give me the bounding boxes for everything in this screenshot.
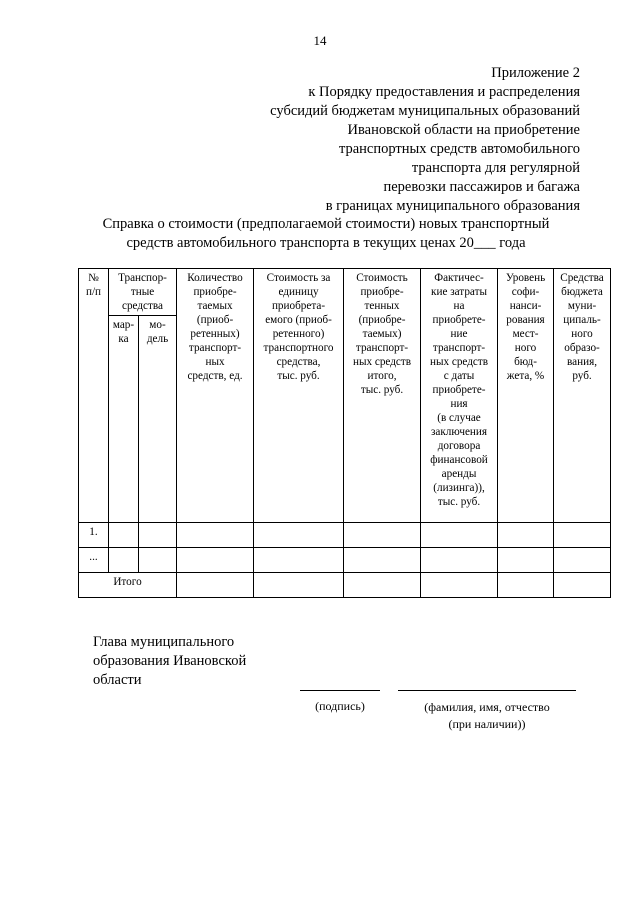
cost-table [78,268,611,598]
table-cell [177,523,254,548]
total-label: Итого [79,573,177,598]
header-quantity: Количество приобре- таемых (приоб- ретенных) транспорт- ных средств, ед. [177,269,254,523]
row-number: 1. [79,523,109,548]
table-row [79,523,611,548]
header-total-cost: Стоимость приобре- тенных (приобре- таемых) транспорт- ных средств итого, тыс. руб. [344,269,421,523]
appendix-line: субсидий бюджетам муниципальных образований [270,103,580,119]
page-number: 14 [313,33,327,48]
table-cell [139,523,177,548]
name-line [398,690,576,691]
header-unit-cost: Стоимость за единицу приобрета- емого (приоб- ретенного) транспортного средства, тыс. руб. [254,269,344,523]
table-cell [421,573,498,598]
table-cell [254,523,344,548]
table-cell [498,548,554,573]
appendix-line: Ивановской области на приобретение [347,122,580,138]
header-actual-costs: Фактичес- кие затраты на приобрете- ние транспорт- ных средств с даты приобрете- ния (в случае заключения договора финансовой аренды (лизинга)), тыс. руб. [421,269,498,523]
table-cell [554,548,611,573]
table-cell [344,573,421,598]
document-title [70,215,582,253]
appendix-heading [200,64,580,216]
table-cell [109,523,139,548]
header-municipal-funds: Средства бюджета муни- ципаль- ного образо- вания, руб. [554,269,611,523]
header-model: мо- дель [139,316,177,523]
table-cell [177,548,254,573]
table-cell [344,523,421,548]
table-cell [344,548,421,573]
appendix-line: к Порядку предоставления и распределения [308,84,580,100]
signatory-position: Глава муниципального образования Ивановской области [93,634,247,688]
row-number: ... [79,548,109,573]
header-cofinancing: Уровень софи- нанси- рования мест- ного бюд- жета, % [498,269,554,523]
signature-caption: (подпись) [315,699,365,713]
document-title-line: Справка о стоимости (предполагаемой стоимости) новых транспортный [102,216,550,232]
table-cell [254,548,344,573]
header-transport: Транспор- тные средства [109,269,177,316]
name-caption: (фамилия, имя, отчество (при наличии)) [424,700,550,731]
table-cell [554,523,611,548]
appendix-line: в границах муниципального образования [325,198,580,214]
signature-line [300,690,380,691]
appendix-line: перевозки пассажиров и багажа [383,179,580,195]
table-cell [498,523,554,548]
table-header-row [79,269,611,316]
header-num: № п/п [79,269,109,523]
table-cell [254,573,344,598]
appendix-line: транспортных средств автомобильного [338,141,580,157]
table-cell [554,573,611,598]
table-cell [109,548,139,573]
table-cell [139,548,177,573]
table-total-row [79,573,611,598]
appendix-line: транспорта для регулярной [411,160,580,176]
table-cell [421,523,498,548]
table-cell [177,573,254,598]
header-brand: мар- ка [109,316,139,523]
table-row [79,548,611,573]
document-title-line: средств автомобильного транспорта в текущих ценах 20___ года [126,235,526,251]
table-cell [498,573,554,598]
appendix-line: Приложение 2 [491,65,580,81]
table-cell [421,548,498,573]
